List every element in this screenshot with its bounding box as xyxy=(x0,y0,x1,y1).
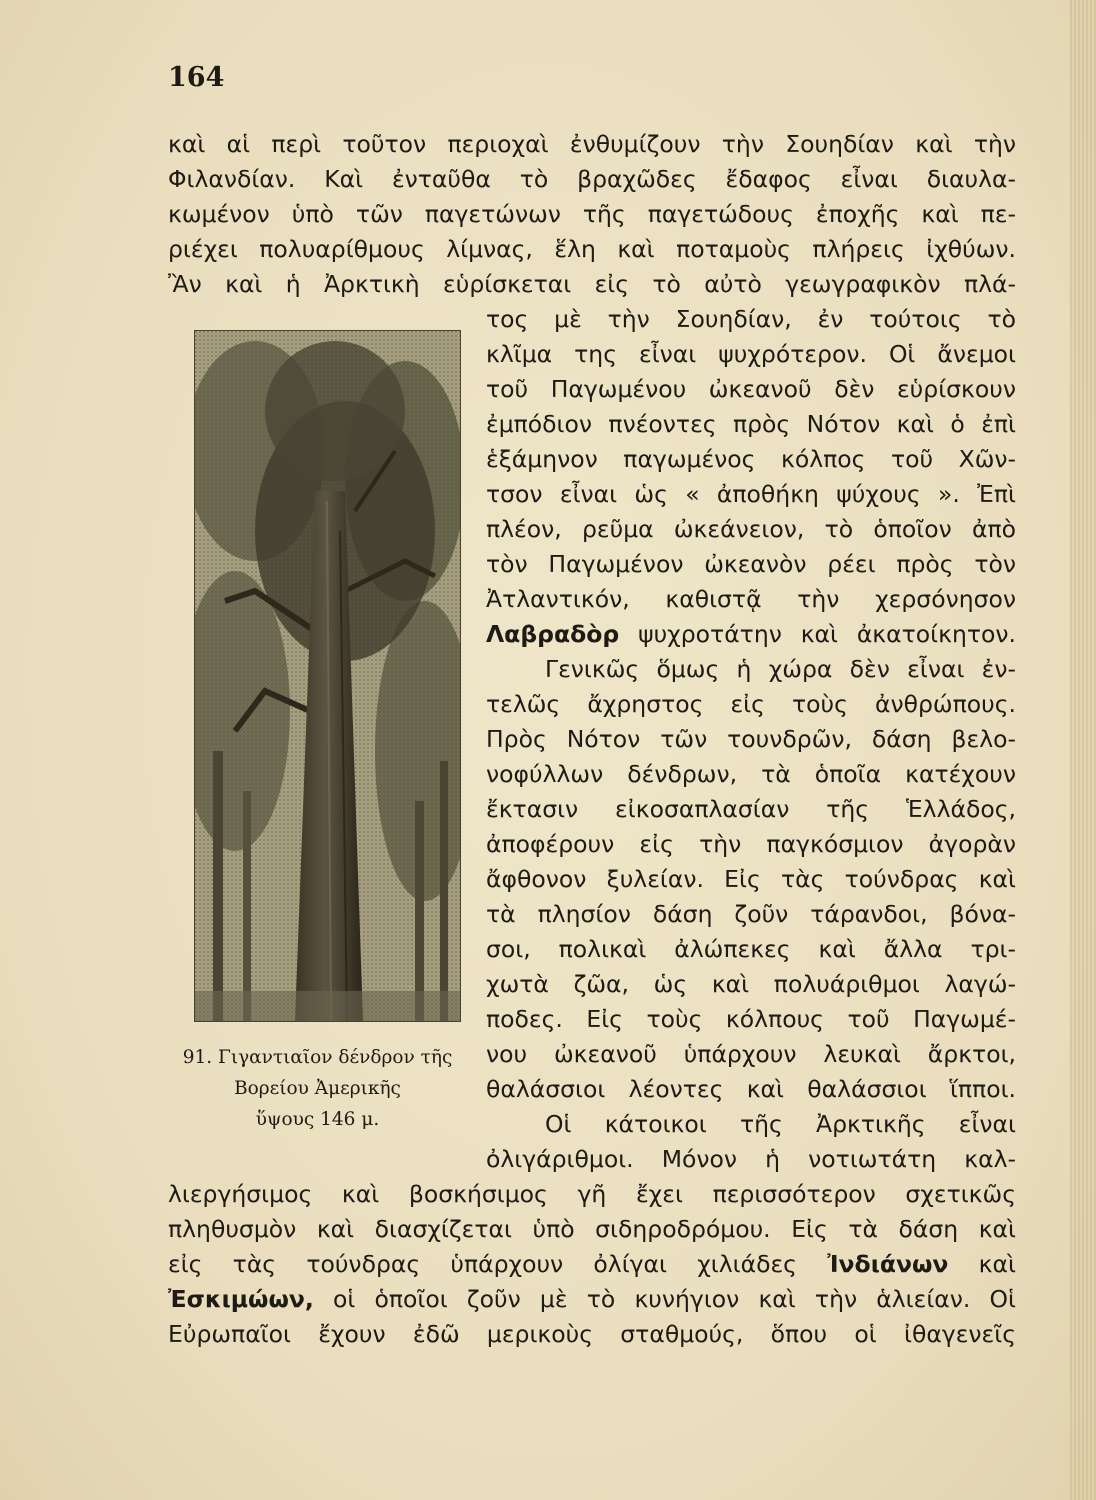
text-line: κλῖμα της εἶναι ψυχρότερον. Οἱ ἄνεμοι xyxy=(486,340,1016,368)
giant-tree-image xyxy=(195,331,460,1021)
text-line: τοῦ Παγωμένου ὠκεανοῦ δὲν εὑρίσκουν xyxy=(486,375,1016,403)
term-eskimos: Ἐσκιμώων, xyxy=(168,1285,314,1313)
text-line: ἐμπόδιον πνέοντες πρὸς Νότον καὶ ὁ ἐπὶ xyxy=(486,410,1016,438)
text-line: τσον εἶναι ὡς « ἀποθήκη ψύχους ». Ἐπὶ xyxy=(486,480,1016,508)
paragraph-start: Γενικῶς ὅμως ἡ χώρα δὲν εἶναι ἐν- xyxy=(545,655,1016,683)
text-line: θαλάσσιοι λέοντες καὶ θαλάσσιοι ἵπποι. xyxy=(486,1075,1016,1103)
text-line: τος μὲ τὴν Σουηδίαν, ἐν τούτοις τὸ xyxy=(486,305,1016,333)
text-line: ριέχει πολυαρίθμους λίμνας, ἕλη καὶ ποταμοὺς πλήρεις ἰχθύων. xyxy=(168,235,1016,263)
text-line: ἔκτασιν εἰκοσαπλασίαν τῆς Ἑλλάδος, xyxy=(486,795,1016,823)
text-line: πληθυσμὸν καὶ διασχίζεται ὑπὸ σιδηροδρόμου. Εἰς τὰ δάση καὶ xyxy=(168,1215,1016,1243)
text-line: Πρὸς Νότον τῶν τουνδρῶν, δάση βελο- xyxy=(486,725,1016,753)
text-line: κωμένον ὑπὸ τῶν παγετώνων τῆς παγετώδους ἐποχῆς καὶ πε- xyxy=(168,200,1016,228)
text-line: ποδες. Εἰς τοὺς κόλπους τοῦ Παγωμέ- xyxy=(486,1005,1016,1033)
text-line: ἄφθονον ξυλείαν. Εἰς τὰς τούνδρας καὶ xyxy=(486,865,1016,893)
place-name-labrador: Λαβραδὸρ xyxy=(486,620,620,648)
text-line: πλέον, ρεῦμα ὠκεάνειον, τὸ ὁποῖον ἀπὸ xyxy=(486,515,1016,543)
text-line: νοφύλλων δένδρων, τὰ ὁποῖα κατέχουν xyxy=(486,760,1016,788)
figure-caption-number: 91. Γιγαντιαῖον δένδρον τῆς xyxy=(182,1047,453,1068)
text-line-eskimos xyxy=(168,1282,1016,1316)
text-line: Ἀτλαντικόν, καθιστᾷ τὴν χερσόνησον xyxy=(486,585,1016,613)
text-line: νου ὠκεανοῦ ὑπάρχουν λευκαὶ ἄρκτοι, xyxy=(486,1040,1016,1068)
text-line: ὀλιγάριθμοι. Μόνον ἡ νοτιωτάτη καλ- xyxy=(486,1145,1016,1173)
text-fragment: ψυχροτάτην καὶ ἀκατοίκητον. xyxy=(638,620,1016,648)
text-line: Φιλανδίαν. Καὶ ἐνταῦθα τὸ βραχῶδες ἔδαφος εἶναι διαυλα- xyxy=(168,165,1016,193)
text-line-indians xyxy=(168,1247,1016,1281)
page-number: 164 xyxy=(168,62,225,93)
term-indians: Ἰνδιάνων xyxy=(827,1250,949,1278)
text-line: τὸν Παγωμένον ὠκεανὸν ρέει πρὸς τὸν xyxy=(486,550,1016,578)
text-line: ἀποφέρουν εἰς τὴν παγκόσμιον ἀγορὰν xyxy=(486,830,1016,858)
text-line: χωτὰ ζῶα, ὡς καὶ πολυάριθμοι λαγώ- xyxy=(486,970,1016,998)
text-line: καὶ αἱ περὶ τοῦτον περιοχαὶ ἐνθυμίζουν τὴν Σουηδίαν καὶ τὴν xyxy=(168,130,1016,158)
text-line: Εὐρωπαῖοι ἔχουν ἐδῶ μερικοὺς σταθμούς, ὅπου οἱ ἰθαγενεῖς xyxy=(168,1320,1016,1348)
tree-photograph xyxy=(194,330,461,1022)
text-line: λιεργήσιμος καὶ βοσκήσιμος γῆ ἔχει περισσότερον σχετικῶς xyxy=(168,1180,1016,1208)
text-fragment: εἰς τὰς τούνδρας ὑπάρχουν ὀλίγαι χιλιάδες xyxy=(168,1250,797,1278)
page-edge xyxy=(1070,0,1096,1500)
text-line: τελῶς ἄχρηστος εἰς τοὺς ἀνθρώπους. xyxy=(486,690,1016,718)
text-line: τὰ πλησίον δάση ζοῦν τάρανδοι, βόνα- xyxy=(486,900,1016,928)
figure-caption-line: Βορείου Ἀμερικῆς xyxy=(234,1078,401,1099)
text-line: ἑξάμηνον παγωμένος κόλπος τοῦ Χῶν- xyxy=(486,445,1016,473)
paragraph-start: Οἱ κάτοικοι τῆς Ἀρκτικῆς εἶναι xyxy=(545,1110,1016,1138)
text-line-labrador xyxy=(486,617,1016,651)
text-line: Ἂν καὶ ἡ Ἀρκτικὴ εὑρίσκεται εἰς τὸ αὐτὸ γεωγραφικὸν πλά- xyxy=(168,270,1016,298)
figure-caption-line: ὕψους 146 μ. xyxy=(255,1109,380,1130)
text-line: σοι, πολικαὶ ἀλώπεκες καὶ ἄλλα τρι- xyxy=(486,935,1016,963)
text-fragment: καὶ xyxy=(978,1250,1016,1278)
text-fragment: οἱ ὁποῖοι ζοῦν μὲ τὸ κυνήγιον καὶ τὴν ἁλιείαν. Οἱ xyxy=(333,1285,1016,1313)
